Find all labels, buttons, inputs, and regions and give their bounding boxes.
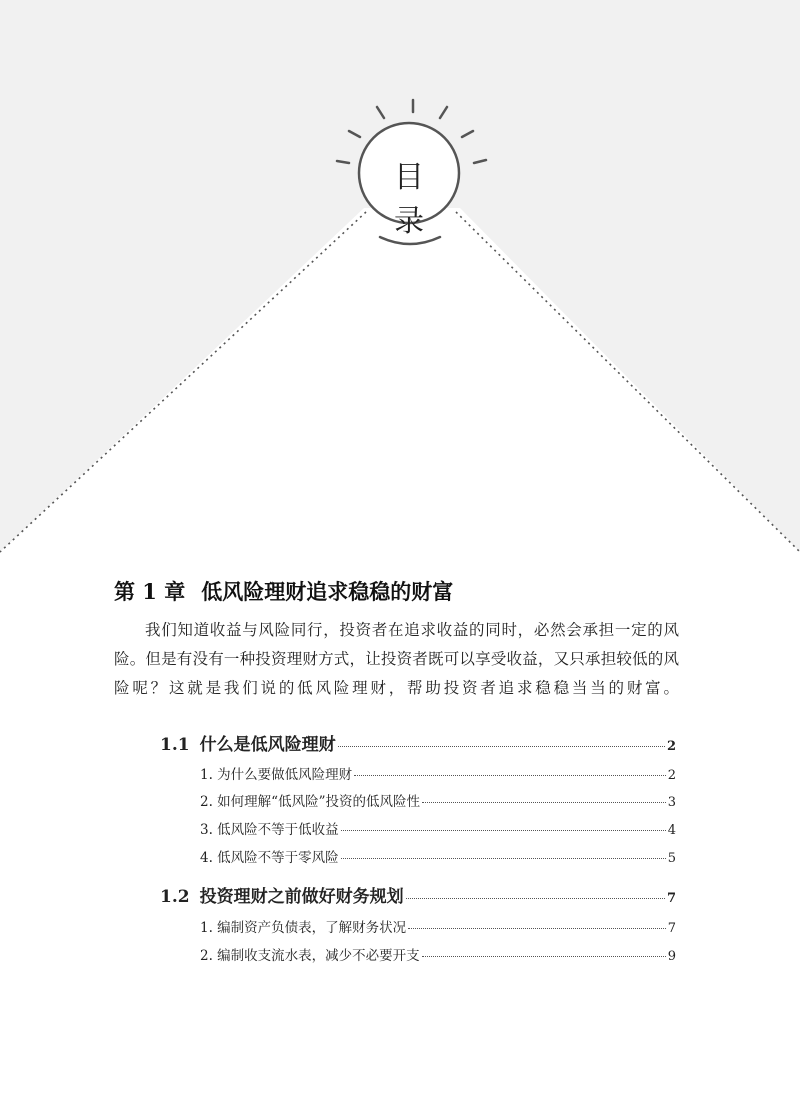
item-label: 3. 低风险不等于低收益 <box>200 822 339 838</box>
dot-leader <box>408 928 666 929</box>
page-number: 3 <box>667 795 676 810</box>
page-number: 7 <box>667 921 676 936</box>
section-number: 1.2 <box>160 887 190 907</box>
chapter-title: 低风险理财追求稳稳的财富 <box>201 579 454 604</box>
section-title: 什么是低风险理财 <box>199 735 336 755</box>
page-number: 5 <box>667 851 676 866</box>
page-number: 2 <box>666 739 676 754</box>
dot-leader <box>406 898 665 899</box>
dot-leader <box>354 775 666 776</box>
item-label: 2. 如何理解“低风险”投资的低风险性 <box>200 794 420 810</box>
toc-item-1-2-2[interactable] <box>200 944 676 964</box>
dot-leader <box>341 858 666 859</box>
dot-leader <box>422 802 666 803</box>
toc-item-1-2-1[interactable] <box>200 916 676 936</box>
toc-section-1-2[interactable] <box>160 882 676 907</box>
item-label: 2. 编制收支流水表，减少不必要开支 <box>200 948 420 964</box>
page-title: 目 录 <box>394 160 442 239</box>
toc-item-1-1-4[interactable] <box>200 846 676 866</box>
chapter-heading <box>114 576 453 606</box>
page-number: 7 <box>666 891 676 906</box>
grey-backdrop <box>0 0 800 552</box>
toc-section-1-1[interactable] <box>160 730 676 755</box>
page-number: 2 <box>667 768 676 783</box>
dot-leader <box>341 830 666 831</box>
dot-leader <box>422 956 666 957</box>
toc-item-1-1-1[interactable] <box>200 763 676 783</box>
item-label: 1. 编制资产负债表，了解财务状况 <box>200 920 407 936</box>
item-label: 4. 低风险不等于零风险 <box>200 850 339 866</box>
page-number: 4 <box>667 823 676 838</box>
dot-leader <box>338 746 665 747</box>
section-number: 1.1 <box>160 735 190 755</box>
chapter-intro: 我们知道收益与风险同行，投资者在追求收益的同时，必然会承担一定的风险。但是有没有一种投资理财方式，让投资者既可以享受收益，又只承担较低的风险呢？这就是我们说的低风险理财，帮助投资者追求稳稳当当的财富。 <box>114 621 679 697</box>
toc-item-1-1-3[interactable] <box>200 818 676 838</box>
item-label: 1. 为什么要做低风险理财 <box>200 767 353 783</box>
section-title: 投资理财之前做好财务规划 <box>199 887 404 907</box>
page-number: 9 <box>667 949 676 964</box>
toc-item-1-1-2[interactable] <box>200 790 676 810</box>
chapter-number: 第 1 章 <box>114 579 186 604</box>
